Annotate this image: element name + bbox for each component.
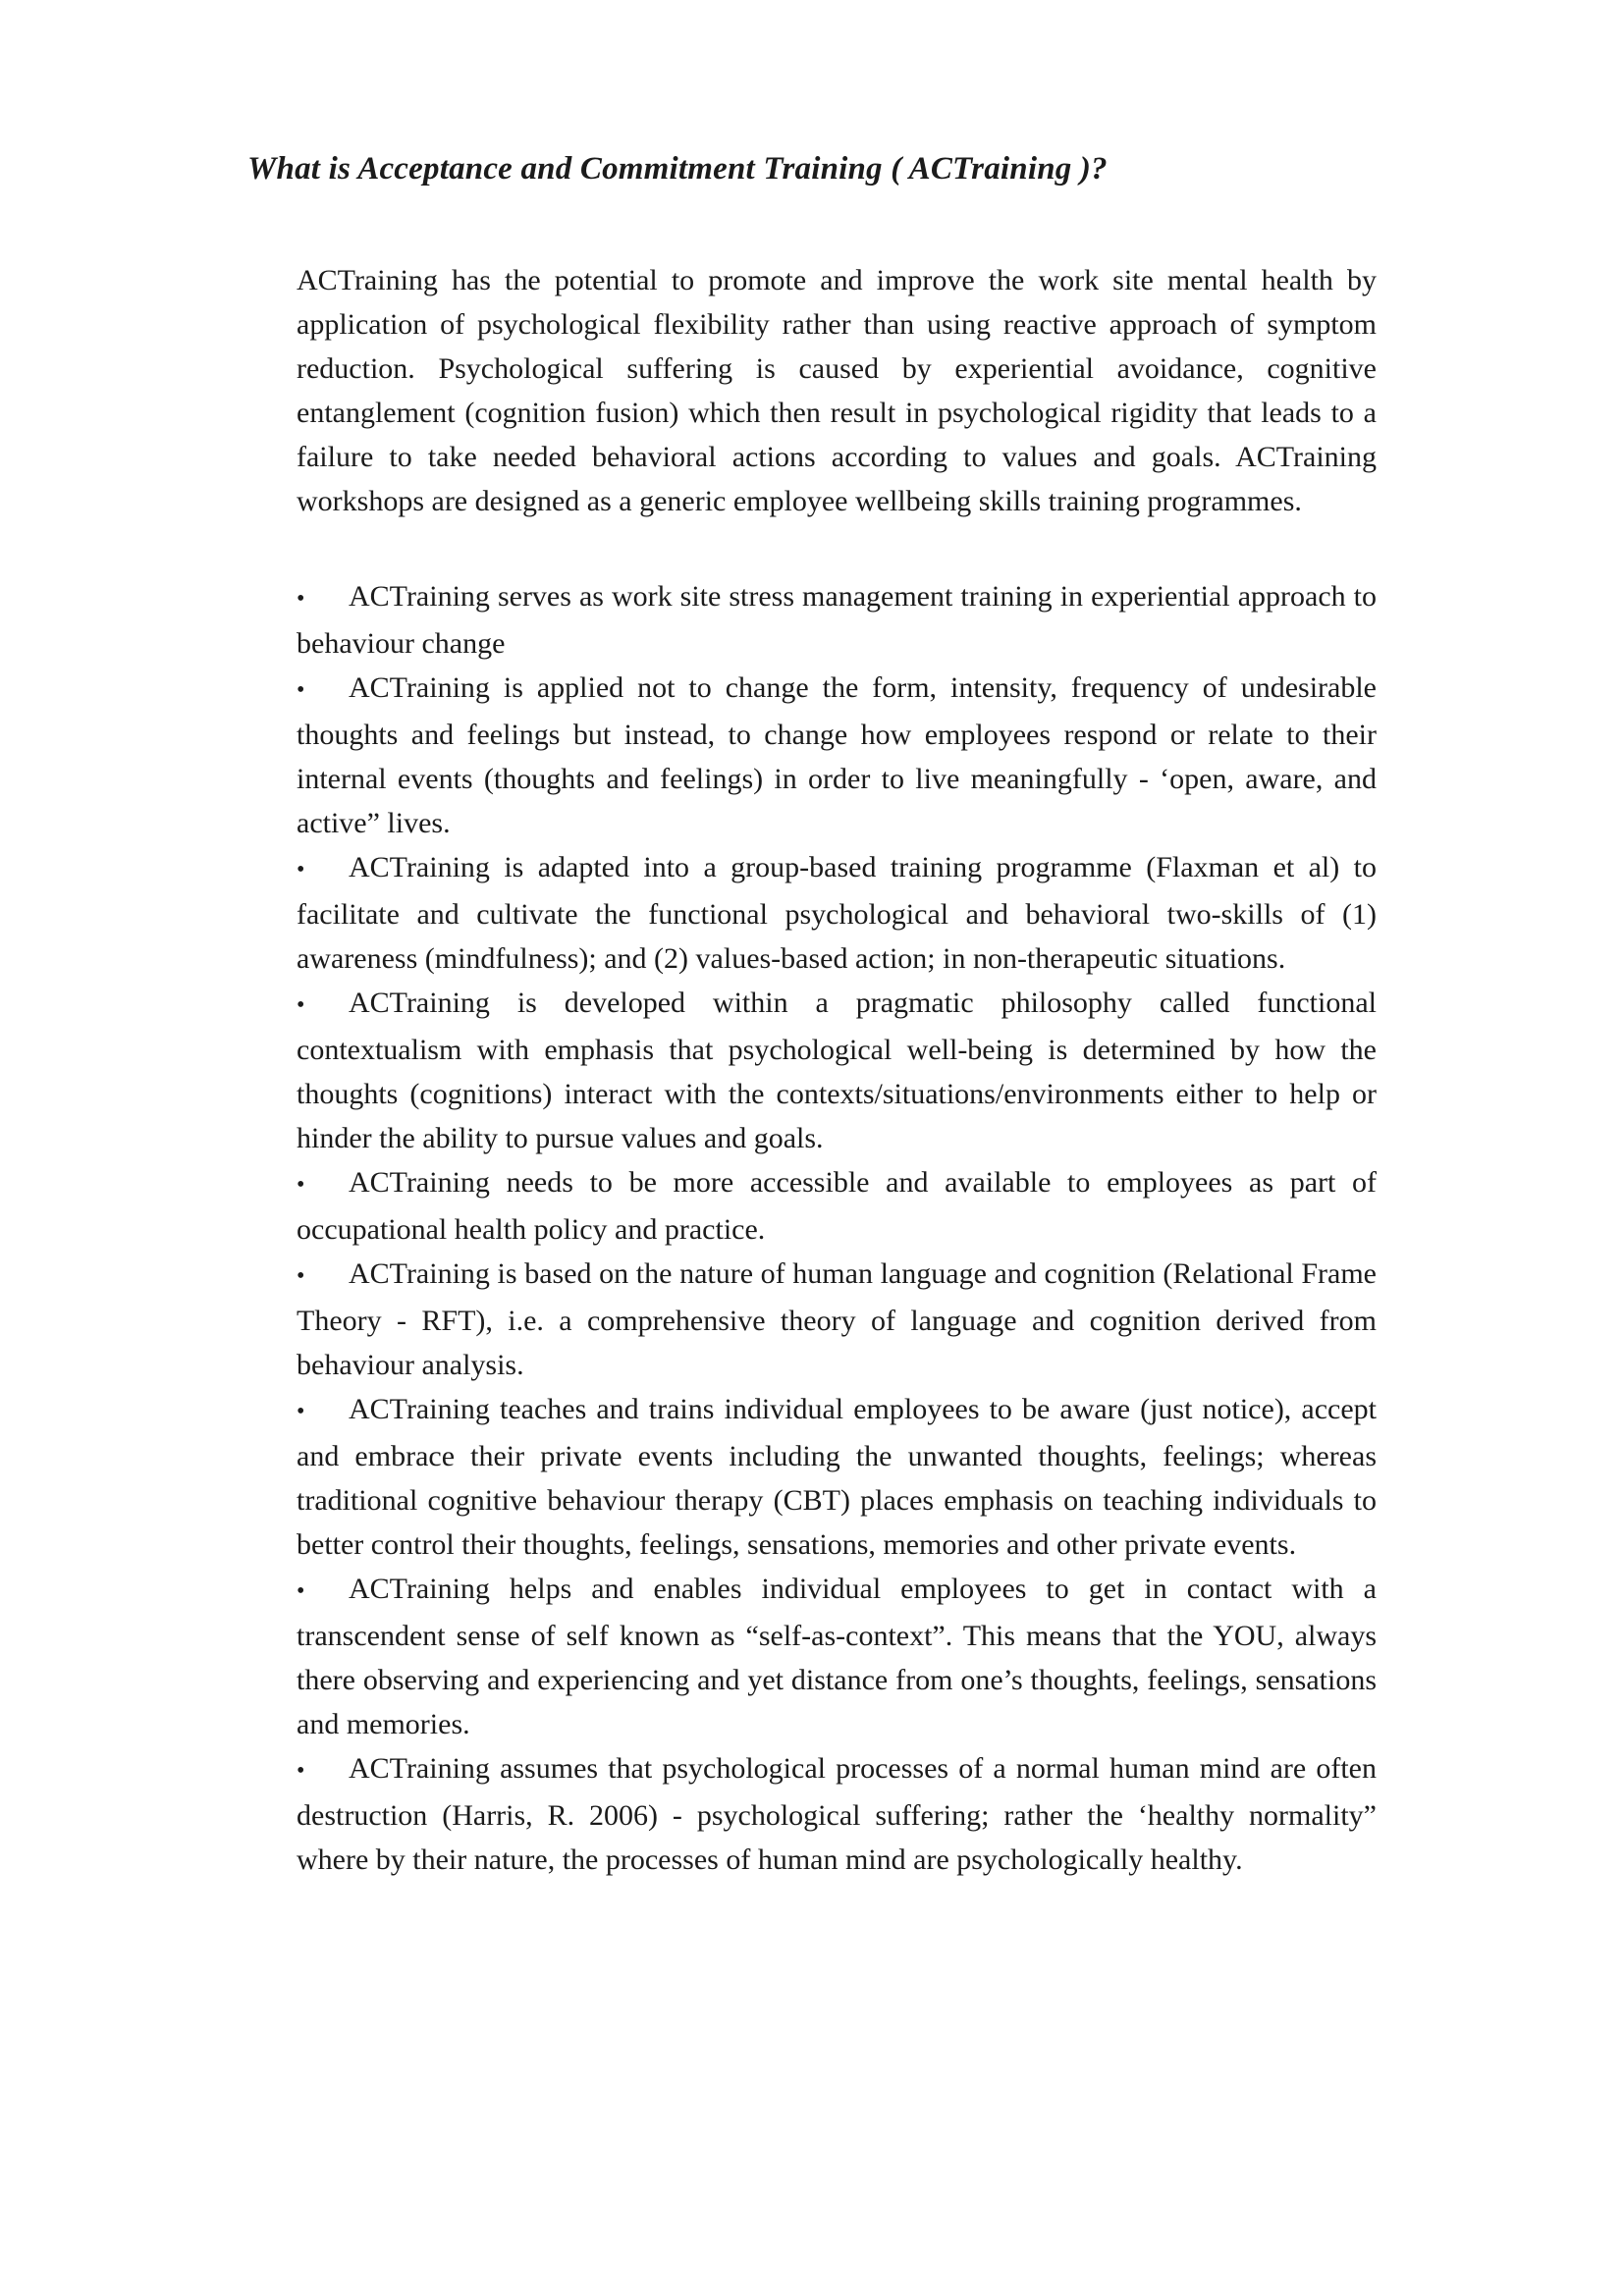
- bullet-item: [297, 666, 1377, 845]
- bullet-item: [297, 1387, 1377, 1567]
- bullet-dot-icon: •: [297, 1172, 305, 1198]
- bullet-item: [297, 574, 1377, 666]
- bullet-dot-icon: •: [297, 992, 305, 1018]
- bullet-text: ACTraining assumes that psychological processes of a normal human mind are often destruction (Harris, R. 2006) - psychological suffering; rather the ‘healthy normality” where by their nature, the processes of human mind are psychologically healthy.: [297, 1752, 1377, 1876]
- bullet-item: [297, 845, 1377, 981]
- bullet-text: ACTraining needs to be more accessible and available to employees as part of occupational health policy and practice.: [297, 1166, 1377, 1246]
- intro-paragraph: ACTraining has the potential to promote and improve the work site mental health by application of psychological flexibility rather than using reactive approach of symptom reduction. Psychological suffering is caused by experiential avoidance, cognitive entanglement (cognition fusion) which then result in psychological rigidity that leads to a failure to take needed behavioral actions according to values and goals. ACTraining workshops are designed as a generic employee wellbeing skills training programmes.: [297, 264, 1377, 517]
- bullet-dot-icon: •: [297, 586, 305, 612]
- bullet-dot-icon: •: [297, 677, 305, 703]
- bullet-item: [297, 1746, 1377, 1882]
- bullet-dot-icon: •: [297, 1263, 305, 1289]
- bullet-text: ACTraining teaches and trains individual employees to be aware (just notice), accept and embrace their private events including the unwanted thoughts, feelings; whereas traditional cognitive behaviour therapy (CBT) places emphasis on teaching individuals to better control their thoughts, feelings, sensations, memories and other private events.: [297, 1393, 1377, 1561]
- bullet-text: ACTraining is adapted into a group-based training programme (Flaxman et al) to facilitate and cultivate the functional psychological and behavioral two-skills of (1) awareness (mindfulness); and (2) values-based action; in non-therapeutic situations.: [297, 851, 1377, 975]
- page-title: What is Acceptance and Commitment Training ( ACTraining )?: [247, 151, 1108, 187]
- bullet-item: [297, 1160, 1377, 1252]
- bullet-item: [297, 1252, 1377, 1387]
- bullet-text: ACTraining helps and enables individual employees to get in contact with a transcendent sense of self known as “self-as-context”. This means that the YOU, always there observing and experiencing and yet distance from one’s thoughts, feelings, sensations and memories.: [297, 1573, 1377, 1740]
- bullet-text: ACTraining is applied not to change the form, intensity, frequency of undesirable thoughts and feelings but instead, to change how employees respond or relate to their internal events (thoughts and feelings) in order to live meaningfully - ‘open, aware, and active” lives.: [297, 671, 1377, 839]
- bullet-dot-icon: •: [297, 1758, 305, 1784]
- bullet-text: ACTraining is developed within a pragmatic philosophy called functional contextualism with emphasis that psychological well-being is determined by how the thoughts (cognitions) interact with the contexts/situations/environments either to help or hinder the ability to pursue values and goals.: [297, 987, 1377, 1154]
- bullet-dot-icon: •: [297, 1578, 305, 1604]
- bullet-item: [297, 981, 1377, 1160]
- bullet-item: [297, 1567, 1377, 1746]
- bullet-dot-icon: •: [297, 857, 305, 882]
- bullet-text: ACTraining is based on the nature of human language and cognition (Relational Frame Theory - RFT), i.e. a comprehensive theory of language and cognition derived from behaviour analysis.: [297, 1257, 1377, 1381]
- bullet-text: ACTraining serves as work site stress management training in experiential approach to behaviour change: [297, 580, 1377, 660]
- bullet-list: [297, 574, 1377, 1882]
- bullet-dot-icon: •: [297, 1399, 305, 1424]
